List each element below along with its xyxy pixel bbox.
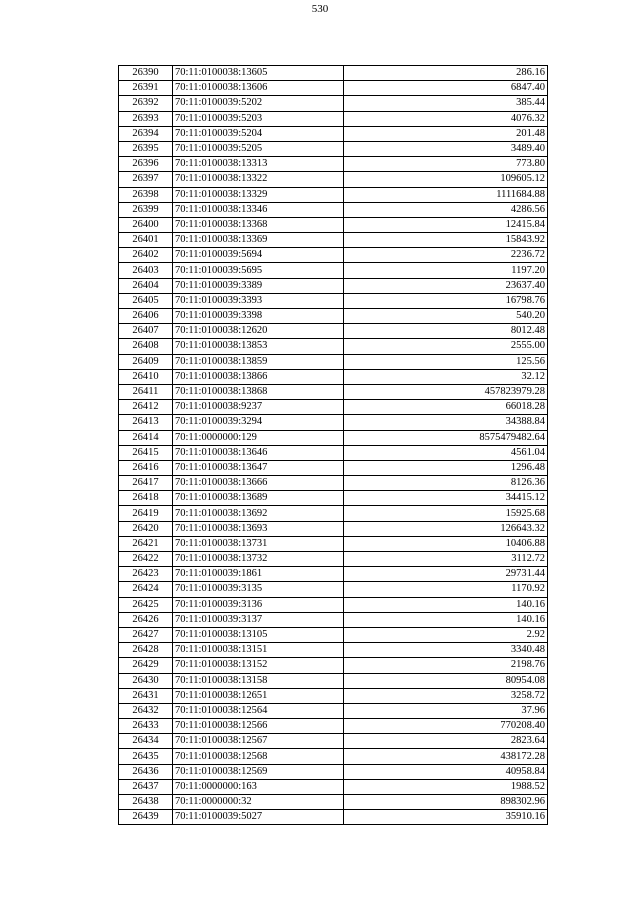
table-row: [119, 658, 548, 673]
row-number-cell: 26410: [119, 369, 173, 384]
cadastral-number-cell: 70:11:0100038:12569: [173, 764, 344, 779]
cadastral-number-cell: 70:11:0100038:12620: [173, 324, 344, 339]
value-cell: 4561.04: [344, 445, 548, 460]
table-row: [119, 293, 548, 308]
cadastral-number-cell: 70:11:0100039:3393: [173, 293, 344, 308]
row-number-cell: 26411: [119, 384, 173, 399]
row-number-cell: 26408: [119, 339, 173, 354]
row-number-cell: 26404: [119, 278, 173, 293]
row-number-cell: 26391: [119, 81, 173, 96]
cadastral-number-cell: 70:11:0100038:13152: [173, 658, 344, 673]
value-cell: 34415.12: [344, 491, 548, 506]
row-number-cell: 26402: [119, 248, 173, 263]
row-number-cell: 26424: [119, 582, 173, 597]
value-cell: 8575479482.64: [344, 430, 548, 445]
table-row: [119, 460, 548, 475]
cadastral-number-cell: 70:11:0000000:129: [173, 430, 344, 445]
cadastral-number-cell: 70:11:0000000:32: [173, 795, 344, 810]
table-row: [119, 749, 548, 764]
cadastral-number-cell: 70:11:0100038:13369: [173, 233, 344, 248]
row-number-cell: 26425: [119, 597, 173, 612]
cadastral-number-cell: 70:11:0100039:5202: [173, 96, 344, 111]
cadastral-number-cell: 70:11:0100039:5205: [173, 141, 344, 156]
value-cell: 16798.76: [344, 293, 548, 308]
row-number-cell: 26399: [119, 202, 173, 217]
table-row: [119, 795, 548, 810]
table-row: [119, 354, 548, 369]
cadastral-number-cell: 70:11:0100038:13732: [173, 552, 344, 567]
cadastral-number-cell: 70:11:0100038:12564: [173, 703, 344, 718]
row-number-cell: 26423: [119, 567, 173, 582]
table-row: [119, 673, 548, 688]
cadastral-number-cell: 70:11:0100038:12568: [173, 749, 344, 764]
row-number-cell: 26406: [119, 309, 173, 324]
cadastral-number-cell: 70:11:0100038:13692: [173, 506, 344, 521]
table-row: [119, 309, 548, 324]
cadastral-number-cell: 70:11:0100039:3137: [173, 612, 344, 627]
table-row: [119, 627, 548, 642]
row-number-cell: 26430: [119, 673, 173, 688]
value-cell: 125.56: [344, 354, 548, 369]
row-number-cell: 26390: [119, 66, 173, 81]
value-cell: 773.80: [344, 157, 548, 172]
row-number-cell: 26418: [119, 491, 173, 506]
cadastral-number-cell: 70:11:0100038:13105: [173, 627, 344, 642]
table-row: [119, 263, 548, 278]
cadastral-number-cell: 70:11:0100038:13646: [173, 445, 344, 460]
page-number: 530: [311, 3, 329, 15]
cadastral-number-cell: 70:11:0100038:13866: [173, 369, 344, 384]
cadastral-number-cell: 70:11:0100039:1861: [173, 567, 344, 582]
value-cell: 23637.40: [344, 278, 548, 293]
row-number-cell: 26417: [119, 476, 173, 491]
cadastral-number-cell: 70:11:0000000:163: [173, 779, 344, 794]
value-cell: 15843.92: [344, 233, 548, 248]
cadastral-number-cell: 70:11:0100039:3136: [173, 597, 344, 612]
table-row: [119, 476, 548, 491]
table-row: [119, 66, 548, 81]
row-number-cell: 26436: [119, 764, 173, 779]
cadastral-number-cell: 70:11:0100039:3135: [173, 582, 344, 597]
table-row: [119, 96, 548, 111]
row-number-cell: 26420: [119, 521, 173, 536]
value-cell: 2198.76: [344, 658, 548, 673]
value-cell: 29731.44: [344, 567, 548, 582]
table-row: [119, 521, 548, 536]
row-number-cell: 26419: [119, 506, 173, 521]
value-cell: 66018.28: [344, 400, 548, 415]
table-row: [119, 172, 548, 187]
table-row: [119, 202, 548, 217]
value-cell: 540.20: [344, 309, 548, 324]
table-row: [119, 597, 548, 612]
row-number-cell: 26421: [119, 536, 173, 551]
row-number-cell: 26439: [119, 810, 173, 825]
cadastral-number-cell: 70:11:0100038:12651: [173, 688, 344, 703]
row-number-cell: 26422: [119, 552, 173, 567]
table-row: [119, 111, 548, 126]
table-row: [119, 187, 548, 202]
row-number-cell: 26434: [119, 734, 173, 749]
cadastral-number-cell: 70:11:0100039:5203: [173, 111, 344, 126]
row-number-cell: 26427: [119, 627, 173, 642]
table-row: [119, 369, 548, 384]
cadastral-number-cell: 70:11:0100038:13329: [173, 187, 344, 202]
table-row: [119, 810, 548, 825]
value-cell: 385.44: [344, 96, 548, 111]
value-cell: 12415.84: [344, 217, 548, 232]
row-number-cell: 26395: [119, 141, 173, 156]
table-row: [119, 764, 548, 779]
row-number-cell: 26415: [119, 445, 173, 460]
table-row: [119, 415, 548, 430]
table-row: [119, 734, 548, 749]
row-number-cell: 26413: [119, 415, 173, 430]
cadastral-number-cell: 70:11:0100038:13313: [173, 157, 344, 172]
value-cell: 32.12: [344, 369, 548, 384]
row-number-cell: 26405: [119, 293, 173, 308]
cadastral-number-cell: 70:11:0100038:13605: [173, 66, 344, 81]
table-row: [119, 233, 548, 248]
value-cell: 4286.56: [344, 202, 548, 217]
row-number-cell: 26416: [119, 460, 173, 475]
row-number-cell: 26398: [119, 187, 173, 202]
value-cell: 15925.68: [344, 506, 548, 521]
value-cell: 109605.12: [344, 172, 548, 187]
table-row: [119, 126, 548, 141]
cadastral-number-cell: 70:11:0100039:3389: [173, 278, 344, 293]
row-number-cell: 26432: [119, 703, 173, 718]
value-cell: 3112.72: [344, 552, 548, 567]
row-number-cell: 26435: [119, 749, 173, 764]
value-cell: 1197.20: [344, 263, 548, 278]
value-cell: 34388.84: [344, 415, 548, 430]
value-cell: 201.48: [344, 126, 548, 141]
row-number-cell: 26393: [119, 111, 173, 126]
cadastral-number-cell: 70:11:0100038:13689: [173, 491, 344, 506]
value-cell: 1988.52: [344, 779, 548, 794]
cadastral-number-cell: 70:11:0100038:9237: [173, 400, 344, 415]
cadastral-number-cell: 70:11:0100038:13151: [173, 643, 344, 658]
value-cell: 3340.48: [344, 643, 548, 658]
table-row: [119, 141, 548, 156]
row-number-cell: 26414: [119, 430, 173, 445]
table-row: [119, 643, 548, 658]
value-cell: 286.16: [344, 66, 548, 81]
cadastral-value-table: [118, 65, 548, 825]
row-number-cell: 26426: [119, 612, 173, 627]
table-row: [119, 536, 548, 551]
value-cell: 1111684.88: [344, 187, 548, 202]
value-cell: 2.92: [344, 627, 548, 642]
table-row: [119, 779, 548, 794]
cadastral-number-cell: 70:11:0100038:12566: [173, 719, 344, 734]
table-row: [119, 384, 548, 399]
cadastral-number-cell: 70:11:0100039:5695: [173, 263, 344, 278]
cadastral-number-cell: 70:11:0100038:13853: [173, 339, 344, 354]
table-row: [119, 567, 548, 582]
cadastral-number-cell: 70:11:0100038:13346: [173, 202, 344, 217]
cadastral-number-cell: 70:11:0100038:13859: [173, 354, 344, 369]
row-number-cell: 26392: [119, 96, 173, 111]
value-cell: 3489.40: [344, 141, 548, 156]
value-cell: 770208.40: [344, 719, 548, 734]
cadastral-number-cell: 70:11:0100038:13693: [173, 521, 344, 536]
table-row: [119, 217, 548, 232]
value-cell: 2823.64: [344, 734, 548, 749]
value-cell: 35910.16: [344, 810, 548, 825]
row-number-cell: 26433: [119, 719, 173, 734]
table-row: [119, 339, 548, 354]
row-number-cell: 26437: [119, 779, 173, 794]
value-cell: 898302.96: [344, 795, 548, 810]
row-number-cell: 26403: [119, 263, 173, 278]
value-cell: 8126.36: [344, 476, 548, 491]
table-row: [119, 278, 548, 293]
row-number-cell: 26429: [119, 658, 173, 673]
cadastral-number-cell: 70:11:0100038:13731: [173, 536, 344, 551]
value-cell: 6847.40: [344, 81, 548, 96]
table-row: [119, 506, 548, 521]
table-row: [119, 400, 548, 415]
cadastral-number-cell: 70:11:0100039:5027: [173, 810, 344, 825]
value-cell: 457823979.28: [344, 384, 548, 399]
value-cell: 3258.72: [344, 688, 548, 703]
row-number-cell: 26401: [119, 233, 173, 248]
cadastral-number-cell: 70:11:0100039:3398: [173, 309, 344, 324]
cadastral-number-cell: 70:11:0100038:13868: [173, 384, 344, 399]
row-number-cell: 26438: [119, 795, 173, 810]
cadastral-number-cell: 70:11:0100038:13158: [173, 673, 344, 688]
value-cell: 8012.48: [344, 324, 548, 339]
table-row: [119, 491, 548, 506]
row-number-cell: 26409: [119, 354, 173, 369]
row-number-cell: 26412: [119, 400, 173, 415]
value-cell: 2236.72: [344, 248, 548, 263]
cadastral-number-cell: 70:11:0100038:13606: [173, 81, 344, 96]
value-cell: 40958.84: [344, 764, 548, 779]
table-row: [119, 157, 548, 172]
table-row: [119, 324, 548, 339]
cadastral-number-cell: 70:11:0100039:3294: [173, 415, 344, 430]
table-row: [119, 719, 548, 734]
row-number-cell: 26400: [119, 217, 173, 232]
value-cell: 10406.88: [344, 536, 548, 551]
cadastral-number-cell: 70:11:0100038:13322: [173, 172, 344, 187]
row-number-cell: 26397: [119, 172, 173, 187]
table-body: [119, 66, 548, 825]
table-row: [119, 552, 548, 567]
cadastral-number-cell: 70:11:0100039:5204: [173, 126, 344, 141]
value-cell: 4076.32: [344, 111, 548, 126]
row-number-cell: 26396: [119, 157, 173, 172]
cadastral-number-cell: 70:11:0100038:13368: [173, 217, 344, 232]
cadastral-number-cell: 70:11:0100038:13647: [173, 460, 344, 475]
value-cell: 37.96: [344, 703, 548, 718]
value-cell: 80954.08: [344, 673, 548, 688]
cadastral-number-cell: 70:11:0100039:5694: [173, 248, 344, 263]
value-cell: 1170.92: [344, 582, 548, 597]
cadastral-number-cell: 70:11:0100038:13666: [173, 476, 344, 491]
row-number-cell: 26428: [119, 643, 173, 658]
table-row: [119, 81, 548, 96]
table-row: [119, 688, 548, 703]
table-row: [119, 703, 548, 718]
table-row: [119, 430, 548, 445]
table-row: [119, 612, 548, 627]
table-row: [119, 582, 548, 597]
value-cell: 140.16: [344, 612, 548, 627]
row-number-cell: 26394: [119, 126, 173, 141]
value-cell: 2555.00: [344, 339, 548, 354]
value-cell: 438172.28: [344, 749, 548, 764]
cadastral-number-cell: 70:11:0100038:12567: [173, 734, 344, 749]
table-row: [119, 248, 548, 263]
table-row: [119, 445, 548, 460]
row-number-cell: 26431: [119, 688, 173, 703]
row-number-cell: 26407: [119, 324, 173, 339]
value-cell: 126643.32: [344, 521, 548, 536]
value-cell: 140.16: [344, 597, 548, 612]
value-cell: 1296.48: [344, 460, 548, 475]
